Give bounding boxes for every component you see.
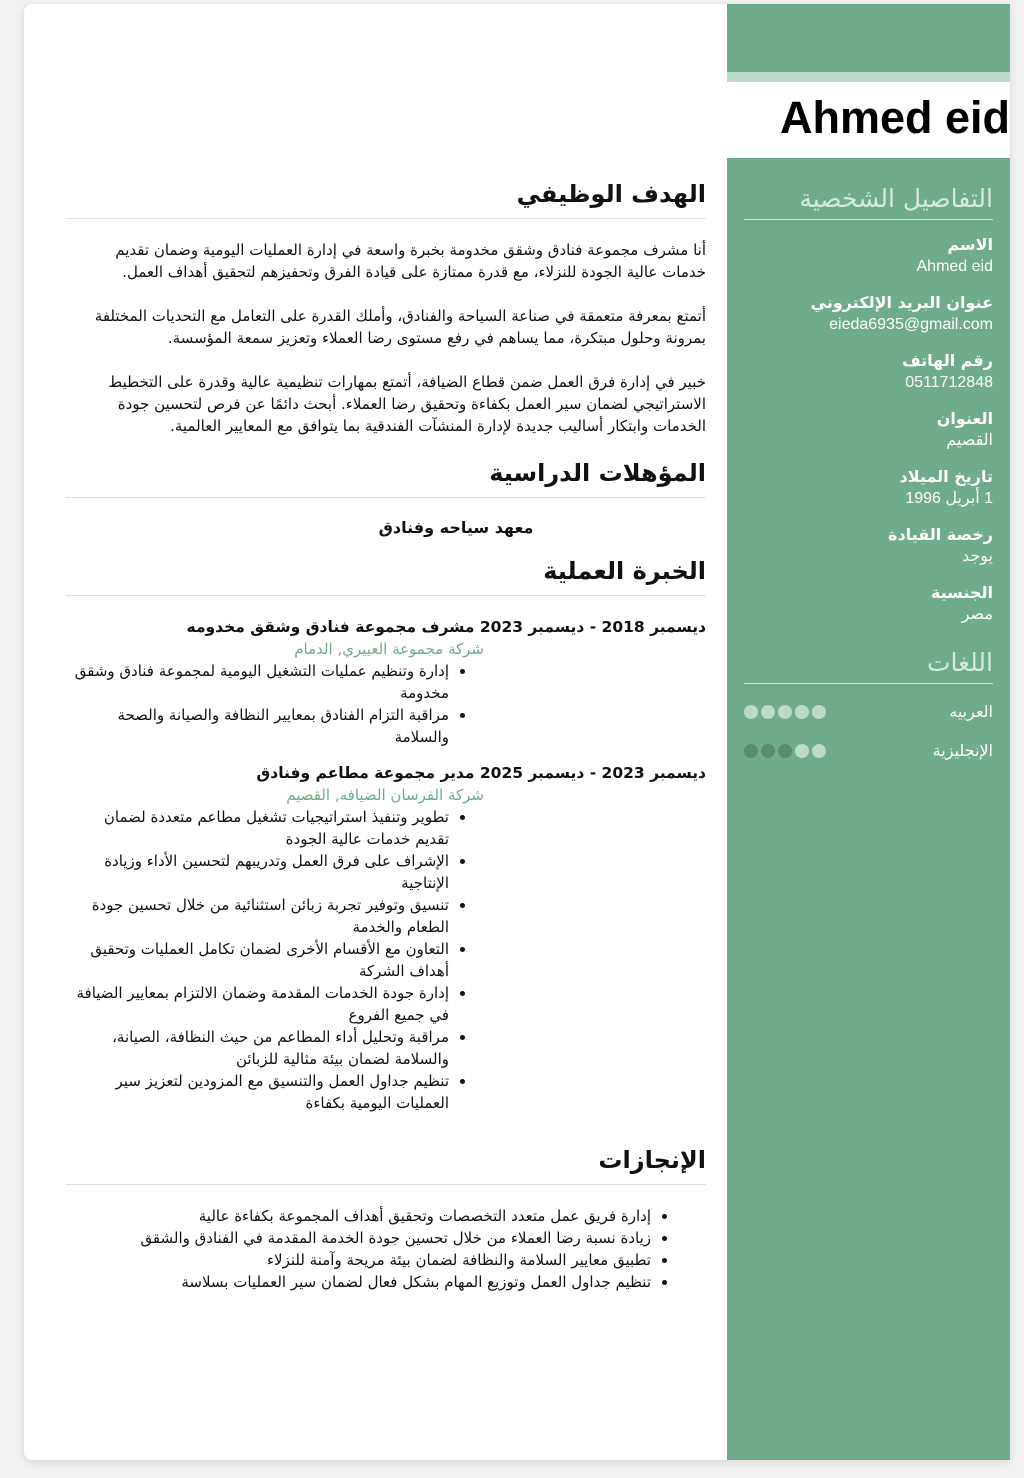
job-bullet: • التعاون مع الأقسام الأخرى لضمان تكامل العمليات وتحقيق أهداف الشركة bbox=[66, 938, 449, 982]
objective-paragraph: خبير في إدارة فرق العمل ضمن قطاع الضيافة، أتمتع بمهارات تنظيمية عالية وقدرة على التخطيط الاستراتيجي لضمان سير العمل بكفاءة وتحقيق رضا العملاء. أبحث دائمًا عن فرص لتحسين جودة الخدمات وابتكار أساليب جديدة لإدارة المنشآت الفندقية بما يتوافق مع المعايير العالمية. bbox=[108, 373, 706, 435]
detail-field bbox=[744, 292, 993, 336]
job-bullet: • الإشراف على فرق العمل وتدريبهم لتحسين الأداء وزيادة الإنتاجية bbox=[66, 850, 449, 894]
achievement-item: • تنظيم جداول العمل وتوزيع المهام بشكل فعال لضمان سير العمليات بسلاسة bbox=[66, 1271, 651, 1293]
education-title: المؤهلات الدراسية bbox=[66, 459, 706, 498]
languages-title: اللغات bbox=[744, 648, 993, 684]
job-entry bbox=[66, 762, 706, 1114]
experience-title: الخبرة العملية bbox=[66, 557, 706, 596]
job-entry bbox=[66, 616, 706, 748]
language-name: العربيه bbox=[949, 702, 993, 721]
detail-label: رقم الهاتف bbox=[902, 351, 993, 370]
detail-label: رخصة القيادة bbox=[888, 525, 993, 544]
language-row bbox=[744, 731, 993, 770]
detail-field bbox=[744, 466, 993, 510]
detail-label: الجنسية bbox=[930, 583, 993, 602]
detail-label: العنوان bbox=[936, 409, 993, 428]
detail-label: الاسم bbox=[947, 235, 993, 254]
sidebar-header-stripe bbox=[727, 72, 1010, 82]
job-company: شركة مجموعة العييري, الدمام bbox=[294, 640, 484, 658]
objective-title: الهدف الوظيفي bbox=[66, 180, 706, 219]
job-bullets bbox=[66, 806, 706, 1114]
achievement-item: • زيادة نسبة رضا العملاء من خلال تحسين جودة الخدمة المقدمة في الفنادق والشقق bbox=[66, 1227, 651, 1249]
education-section bbox=[66, 459, 706, 537]
job-bullet: • تنظيم جداول العمل والتنسيق مع المزودين لتعزيز سير العمليات اليومية بكفاءة bbox=[66, 1070, 449, 1114]
detail-value: القصيم bbox=[946, 432, 993, 449]
level-dot bbox=[812, 705, 826, 719]
detail-field bbox=[744, 234, 993, 278]
achievements-list bbox=[66, 1205, 706, 1293]
job-title: ديسمبر 2023 - ديسمبر 2025 مدير مجموعة مطاعم وفنادق bbox=[256, 764, 706, 782]
personal-details-title: التفاصيل الشخصية bbox=[744, 184, 993, 220]
level-dot bbox=[795, 705, 809, 719]
sidebar-header-band bbox=[727, 4, 1010, 72]
main-content bbox=[66, 180, 706, 1293]
detail-field bbox=[744, 582, 993, 626]
detail-field bbox=[744, 524, 993, 568]
level-dot bbox=[761, 744, 775, 758]
language-name: الإنجليزية bbox=[932, 741, 993, 760]
level-dot bbox=[778, 744, 792, 758]
achievement-item: • إدارة فريق عمل متعدد التخصصات وتحقيق أهداف المجموعة بكفاءة عالية bbox=[66, 1205, 651, 1227]
job-bullet: • مراقبة وتحليل أداء المطاعم من حيث النظافة، الصيانة، والسلامة لضمان بيئة مثالية للزبائن bbox=[66, 1026, 449, 1070]
achievements-section bbox=[66, 1146, 706, 1293]
job-bullet: • تطوير وتنفيذ استراتيجيات تشغيل مطاعم متعددة لضمان تقديم خدمات عالية الجودة bbox=[66, 806, 449, 850]
job-title: ديسمبر 2018 - ديسمبر 2023 مشرف مجموعة فنادق وشقق مخدومه bbox=[186, 618, 706, 636]
detail-value: Ahmed eid bbox=[916, 258, 993, 275]
job-bullets bbox=[66, 660, 706, 748]
education-item: معهد سياحه وفنادق bbox=[378, 518, 534, 537]
language-level-dots bbox=[744, 744, 826, 758]
job-bullet: • تنسيق وتوفير تجربة زبائن استثنائية من خلال تحسين جودة الطعام والخدمة bbox=[66, 894, 449, 938]
detail-value: eieda6935@gmail.com bbox=[829, 316, 993, 333]
detail-value: 1 أبريل 1996 bbox=[905, 490, 993, 507]
detail-value: 0511712848 bbox=[905, 374, 993, 391]
objective-section bbox=[66, 180, 706, 437]
achievements-title: الإنجازات bbox=[66, 1146, 706, 1185]
job-bullet: • إدارة جودة الخدمات المقدمة وضمان الالتزام بمعايير الضيافة في جميع الفروع bbox=[66, 982, 449, 1026]
level-dot bbox=[795, 744, 809, 758]
level-dot bbox=[744, 744, 758, 758]
level-dot bbox=[778, 705, 792, 719]
candidate-name: Ahmed eid bbox=[779, 92, 1010, 143]
level-dot bbox=[761, 705, 775, 719]
detail-label: عنوان البريد الإلكتروني bbox=[810, 293, 993, 312]
experience-section bbox=[66, 557, 706, 1114]
detail-field bbox=[744, 408, 993, 452]
language-row bbox=[744, 692, 993, 731]
detail-label: تاريخ الميلاد bbox=[899, 467, 993, 486]
detail-value: يوجد bbox=[961, 548, 993, 565]
job-bullet: • مراقبة التزام الفنادق بمعايير النظافة والصيانة والصحة والسلامة bbox=[66, 704, 449, 748]
achievement-item: • تطبيق معايير السلامة والنظافة لضمان بيئة مريحة وآمنة للنزلاء bbox=[66, 1249, 651, 1271]
level-dot bbox=[744, 705, 758, 719]
level-dot bbox=[812, 744, 826, 758]
sidebar bbox=[727, 158, 1010, 1460]
objective-paragraph: أتمتع بمعرفة متعمقة في صناعة السياحة والفنادق، وأملك القدرة على التعامل مع التحديات المختلفة بمرونة وحلول مبتكرة، مما يساهم في رفع مستوى رضا العملاء وتعزيز سمعة المؤسسة. bbox=[94, 307, 706, 347]
personal-details bbox=[744, 234, 993, 626]
detail-field bbox=[744, 350, 993, 394]
languages-list bbox=[744, 692, 993, 770]
job-bullet: • إدارة وتنظيم عمليات التشغيل اليومية لمجموعة فنادق وشقق مخدومة bbox=[66, 660, 449, 704]
job-company: شركة الفرسان الضيافه, القصيم bbox=[286, 786, 484, 804]
detail-value: مصر bbox=[961, 606, 993, 623]
language-level-dots bbox=[744, 705, 826, 719]
objective-paragraph: أنا مشرف مجموعة فنادق وشقق مخدومة بخبرة واسعة في إدارة العمليات اليومية وضمان تقديم خدمات عالية الجودة للنزلاء، مع قدرة ممتازة على قيادة الفرق وتحفيزهم لتحقيق أهداف العمل. bbox=[115, 241, 706, 281]
